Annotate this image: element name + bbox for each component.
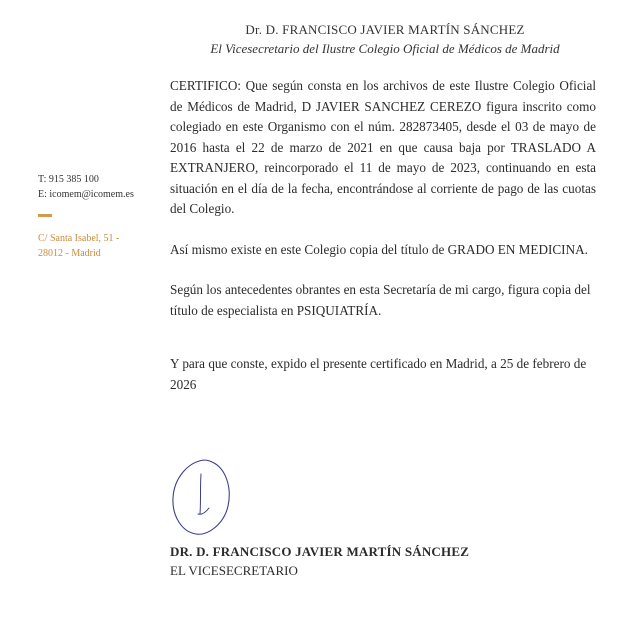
header-title: El Vicesecretario del Ilustre Colegio Oficial de Médicos de Madrid: [210, 41, 560, 56]
contact-sidebar: [38, 172, 158, 261]
header-name: Dr. D. FRANCISCO JAVIER MARTÍN SÁNCHEZ: [245, 22, 525, 37]
certificate-paragraph: Según los antecedentes obrantes en esta Secretaría de mi cargo, figura copia del título de especialista en PSIQUIATRÍA.: [170, 282, 591, 318]
sidebar-divider: [38, 214, 52, 217]
signer-name: DR. D. FRANCISCO JAVIER MARTÍN SÁNCHEZ: [170, 544, 470, 559]
contact-address-line2: 28012 - Madrid: [38, 248, 101, 259]
contact-email: E: icomem@icomem.es: [38, 189, 134, 200]
contact-address-line1: C/ Santa Isabel, 51 -: [38, 233, 120, 244]
handwritten-signature: [168, 454, 238, 540]
certificate-body: [170, 76, 596, 395]
contact-phone: T: 915 385 100: [38, 174, 99, 185]
certificate-paragraph: CERTIFICO: Que según consta en los archivos de este Ilustre Colegio Oficial de Médicos de Madrid, D JAVIER SANCHEZ CEREZO figura inscrito como colegiado en este Organismo con el núm. 282873405, desde el 03 de mayo de 2016 hasta el 22 de marzo de 2021 en que causa baja por TRASLADO A EXTRANJERO, reincorporado el 11 de mayo de 2023, continuando en esta situación en el día de la fecha, encontrándose al corriente de pago de las cuotas del Colegio.: [170, 78, 596, 216]
document-header: [170, 20, 600, 58]
signer-block: [170, 542, 469, 580]
certificate-paragraph: Así mismo existe en este Colegio copia del título de GRADO EN MEDICINA.: [170, 241, 588, 257]
signer-role: EL VICESECRETARIO: [170, 563, 298, 578]
certificate-closing: Y para que conste, expido el presente certificado en Madrid, a 25 de febrero de 2026: [170, 356, 587, 392]
